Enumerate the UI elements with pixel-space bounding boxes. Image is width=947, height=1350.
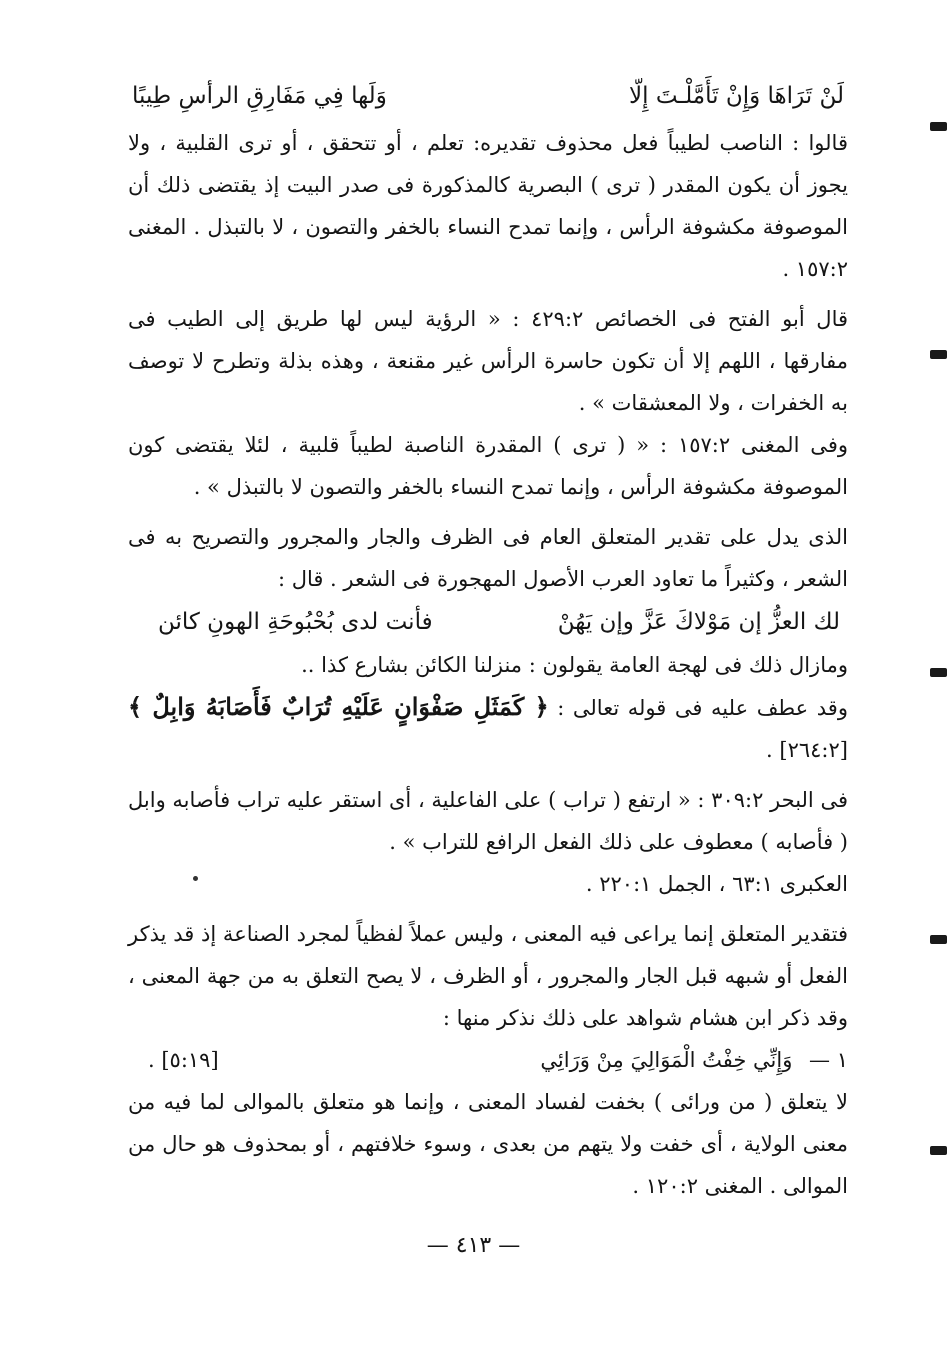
quran-verse: ﴿ كَمَثَلِ صَفْوَانٍ عَلَيْهِ تُرَابٌ فَأَصَابَهُ وَابِلٌ ﴾ [128, 692, 549, 721]
poetry-verse [128, 70, 848, 122]
paragraph-qalu: قالوا : الناصب لطيباً فعل محذوف تقديره: تعلم ، أو تتحقق ، أو ترى القلبية ، ولا يجوز أن يكون المقدر ( ترى ) البصرية كالمذكورة فى صدر البيت إذ يقتضى ذلك أن الموصوفة مكشوفة الرأس ، وإنما تمدح النساء بالخفر والتصون ، لا بالتبذل . المغنى ١٥٧:٢ . [128, 131, 849, 281]
example-item [128, 1039, 848, 1081]
verse-second-hemistich: فأنت لدى بُحْبُوحَةِ الهونِ كائن [158, 609, 433, 635]
paragraph-sources: العكبرى ٦٣:١ ، الجمل ٢٢٠:١ . [585, 872, 848, 896]
edge-mark [930, 668, 947, 677]
page-body [128, 70, 848, 1207]
poetry-verse [128, 600, 848, 644]
citation-intro: وقد عطف عليه فى قوله تعالى : [548, 696, 848, 720]
ink-speck [193, 876, 198, 881]
verse-first-hemistich: لَنْ تَرَاهَا وَإِنْ تَأَمَّلْـتَ إِلّا [629, 83, 844, 109]
paragraph-taqdir: الذى يدل على تقدير المتعلق العام فى الظرف والجار والمجرور والتصريح به فى الشعر ، وكثيراً ما تعاود العرب الأصول المهجورة فى الشعر . قال : [128, 525, 848, 591]
paragraph-mughni: وفى المغنى ١٥٧:٢ : « ( ترى ) المقدرة الناصبة لطيباً قلبية ، لئلا يقتضى كون الموصوفة مكشوفة الرأس ، وإنما تمدح النساء بالخفر والتصون لا بالتبذل » . [128, 433, 848, 499]
quran-reference: [٢٦٤:٢] . [766, 738, 848, 762]
edge-mark [930, 1146, 947, 1155]
paragraph-explanation: لا يتعلق ( من ورائى ) بخفت لفساد المعنى ، وإنما هو متعلق بالموالى لما فيه من معنى الولاية ، أى خفت ولا يتهم من بعدى ، وسوء خلافتهم ، أو بمحذوف هو حال من الموالى . المغنى ١٢٠:٢ . [128, 1090, 848, 1198]
edge-mark [930, 350, 947, 359]
edge-mark [930, 122, 947, 131]
paragraph-bahr: فى البحر ٣٠٩:٢ : « ارتفع ( تراب ) على الفاعلية ، أى استقر عليه تراب فأصابه وابل ( فأصابه ) معطوف على ذلك الفعل الرافع للتراب » . [128, 788, 848, 854]
example-reference: [٥:١٩] . [148, 1048, 219, 1072]
example-number: ١ — [809, 1048, 848, 1072]
paragraph-quran-citation [128, 686, 848, 771]
edge-mark [930, 935, 947, 944]
paragraph-ammiya: ومازال ذلك فى لهجة العامة يقولون : منزلنا الكائن بشارع كذا .. [301, 653, 848, 677]
example-verse: وَإِنِّي خِفْتُ الْمَوَالِيَ مِنْ وَرَائِي [540, 1048, 793, 1072]
verse-first-hemistich: لك العزُّ إن مَوْلاكَ عَزَّ وإن يَهُنْ [557, 609, 840, 635]
verse-second-hemistich: وَلَها فِي مَفَارِقِ الرأسِ طِيبًا [132, 83, 387, 109]
page-number: — ٤١٣ — [426, 1233, 521, 1258]
paragraph-khasais: قال أبو الفتح فى الخصائص ٤٢٩:٢ : « الرؤية ليس لها طريق إلى الطيب فى مفارقها ، اللهم إلا أن تكون حاسرة الرأس غير مقنعة ، وهذه بذلة وتطرح لا توصف به الخفرات ، ولا المعشقات » . [128, 307, 849, 415]
paragraph-conclusion: فتقدير المتعلق إنما يراعى فيه المعنى ، وليس عملاً لفظياً لمجرد الصناعة إذ قد يذكر الفعل أو شبهه قبل الجار والمجرور ، أو الظرف ، لا يصح التعلق به من جهة المعنى ، وقد ذكر ابن هشام شواهد على ذلك نذكر منها : [128, 922, 848, 1030]
